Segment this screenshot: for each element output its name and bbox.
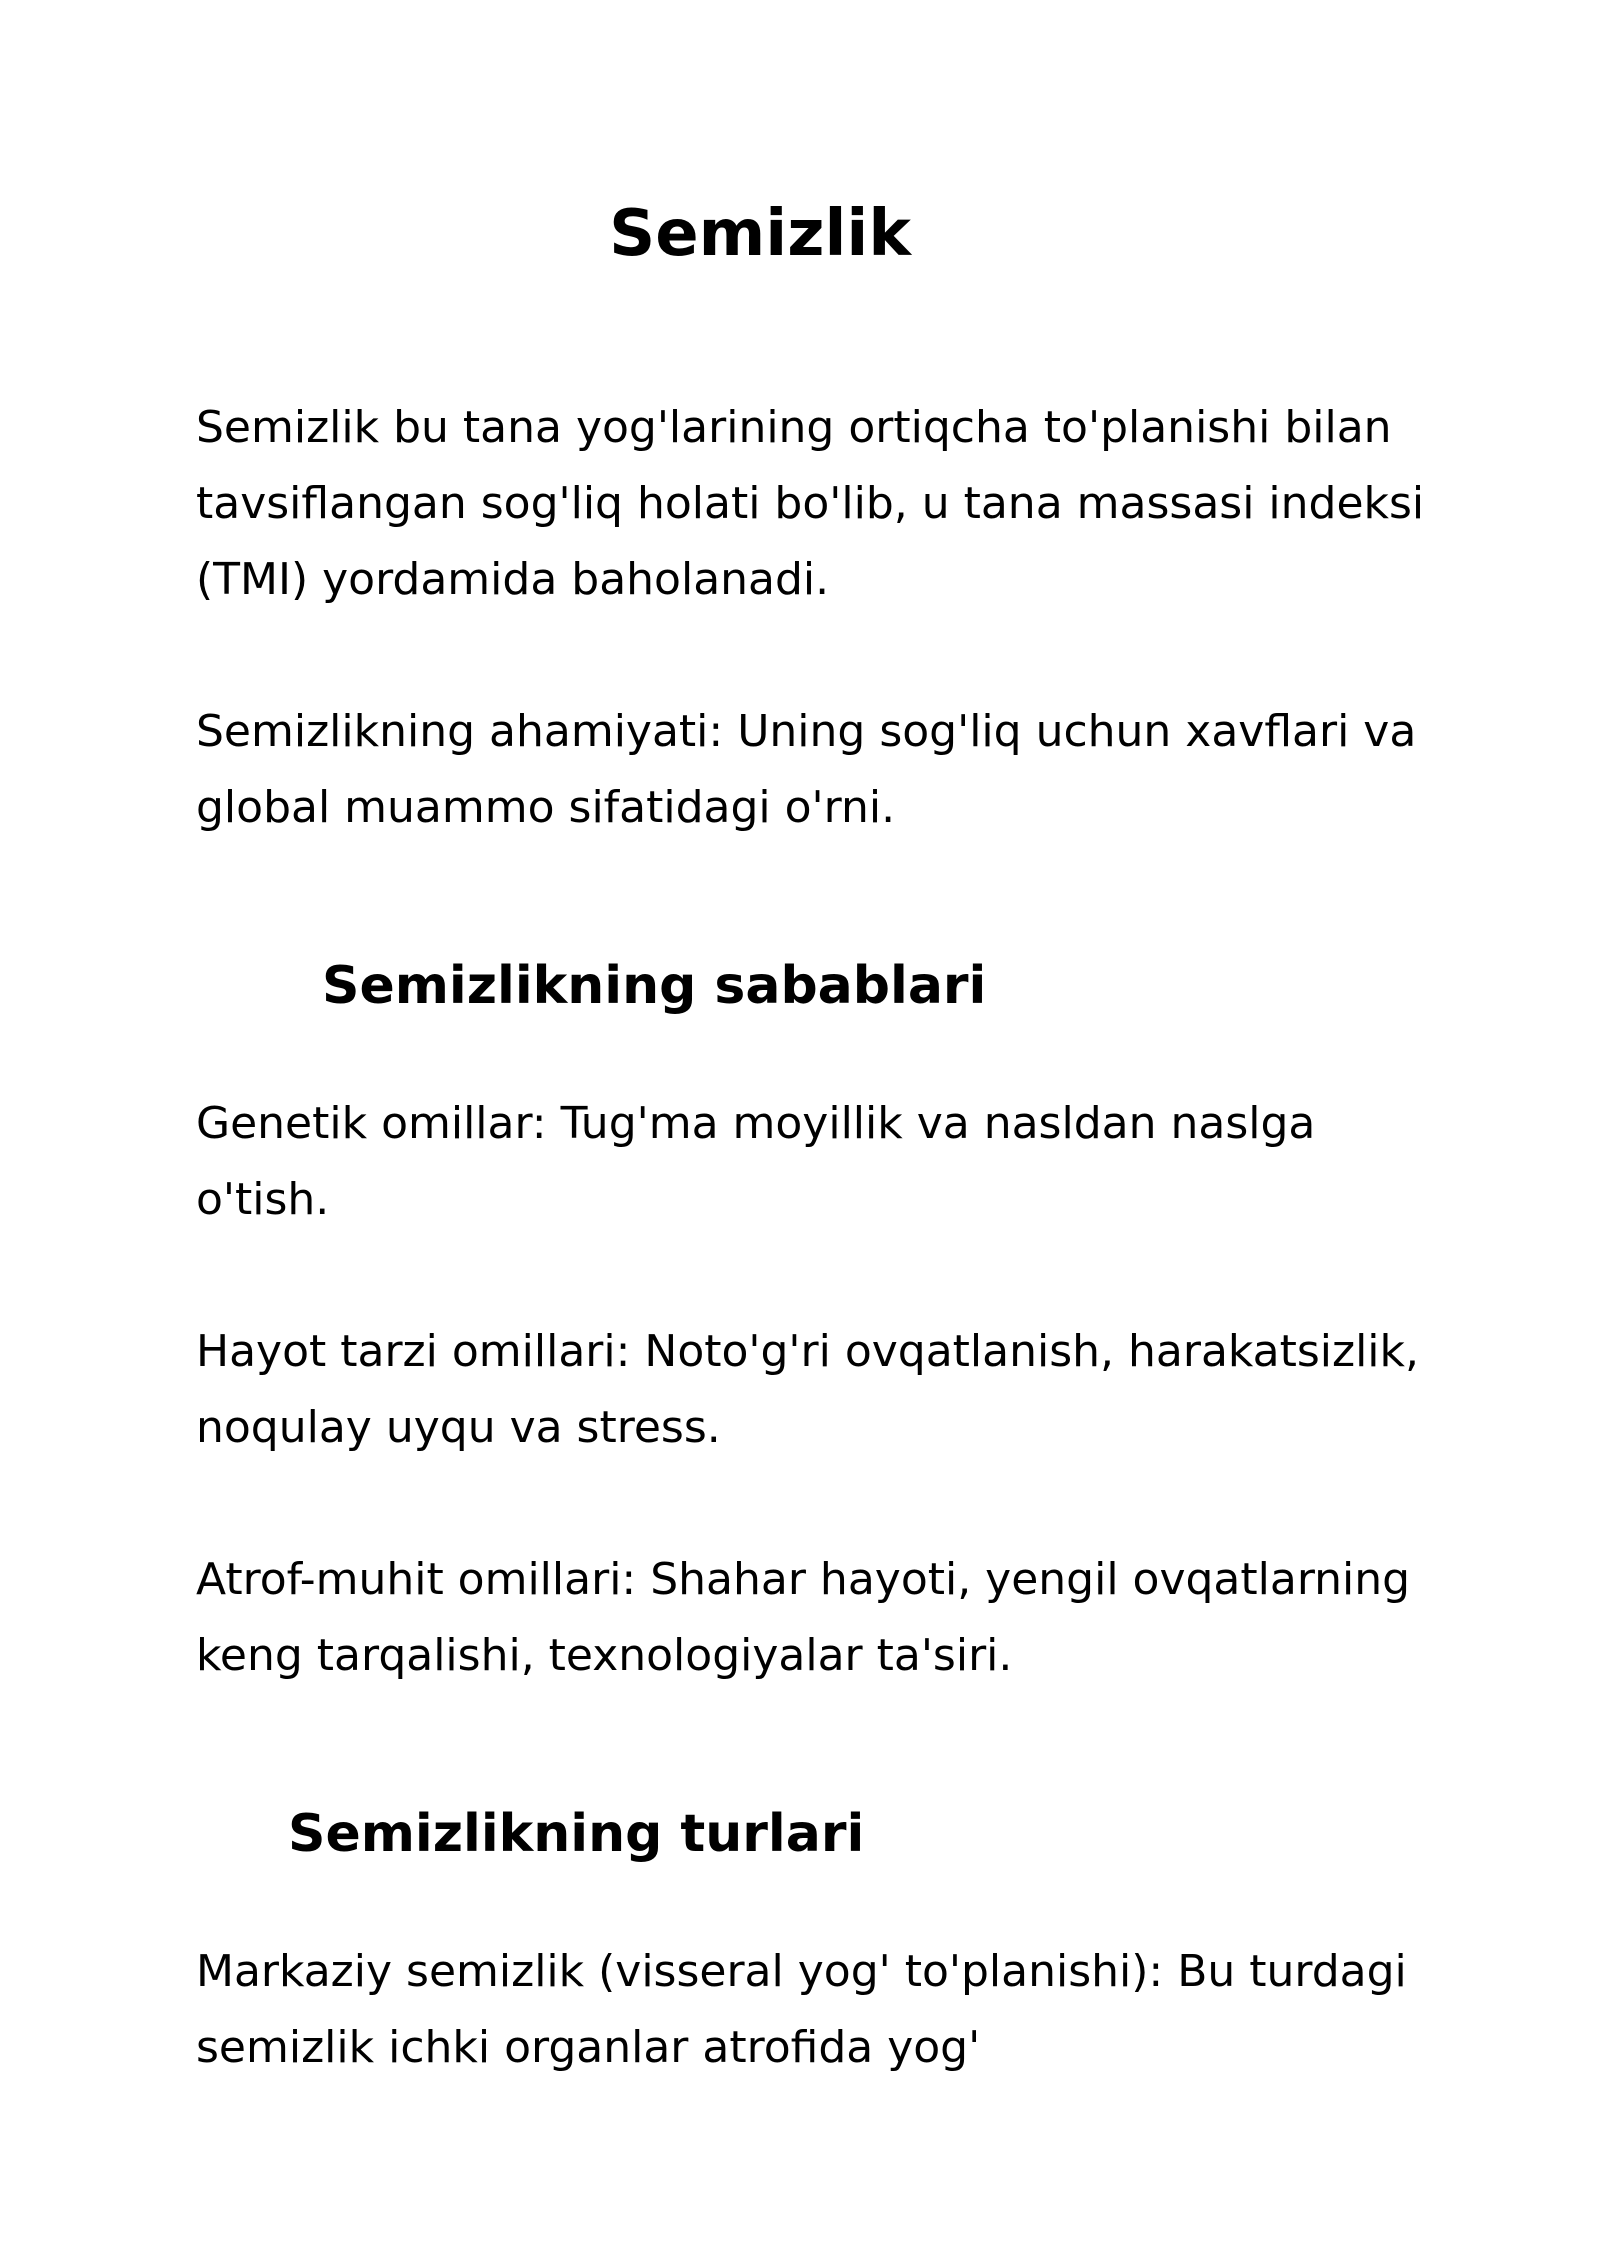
types-heading: Semizlikning turlari (288, 1804, 865, 1864)
page-title: Semizlik (609, 197, 911, 271)
central-obesity-paragraph: Markaziy semizlik (visseral yog' to'planishi): Bu turdagi semizlik ichki organlar atrofida yog' (196, 1946, 1407, 2073)
intro-paragraph: Semizlik bu tana yog'larining ortiqcha to'planishi bilan tavsiflangan sog'liq holati bo'lib, u tana massasi indeksi (TMI) yordamida baholanadi. (196, 402, 1425, 605)
environment-factors-paragraph: Atrof-muhit omillari: Shahar hayoti, yengil ovqatlarning keng tarqalishi, texnologiyalar ta'siri. (196, 1554, 1411, 1681)
importance-paragraph: Semizlikning ahamiyati: Uning sog'liq uchun xavflari va global muammo sifatidagi o'rni. (196, 706, 1417, 833)
lifestyle-factors-paragraph: Hayot tarzi omillari: Noto'g'ri ovqatlanish, harakatsizlik, noqulay uyqu va stress. (196, 1326, 1419, 1453)
genetic-factors-paragraph: Genetik omillar: Tug'ma moyillik va nasldan naslga o'tish. (196, 1098, 1316, 1225)
causes-heading: Semizlikning sabablari (322, 956, 987, 1016)
